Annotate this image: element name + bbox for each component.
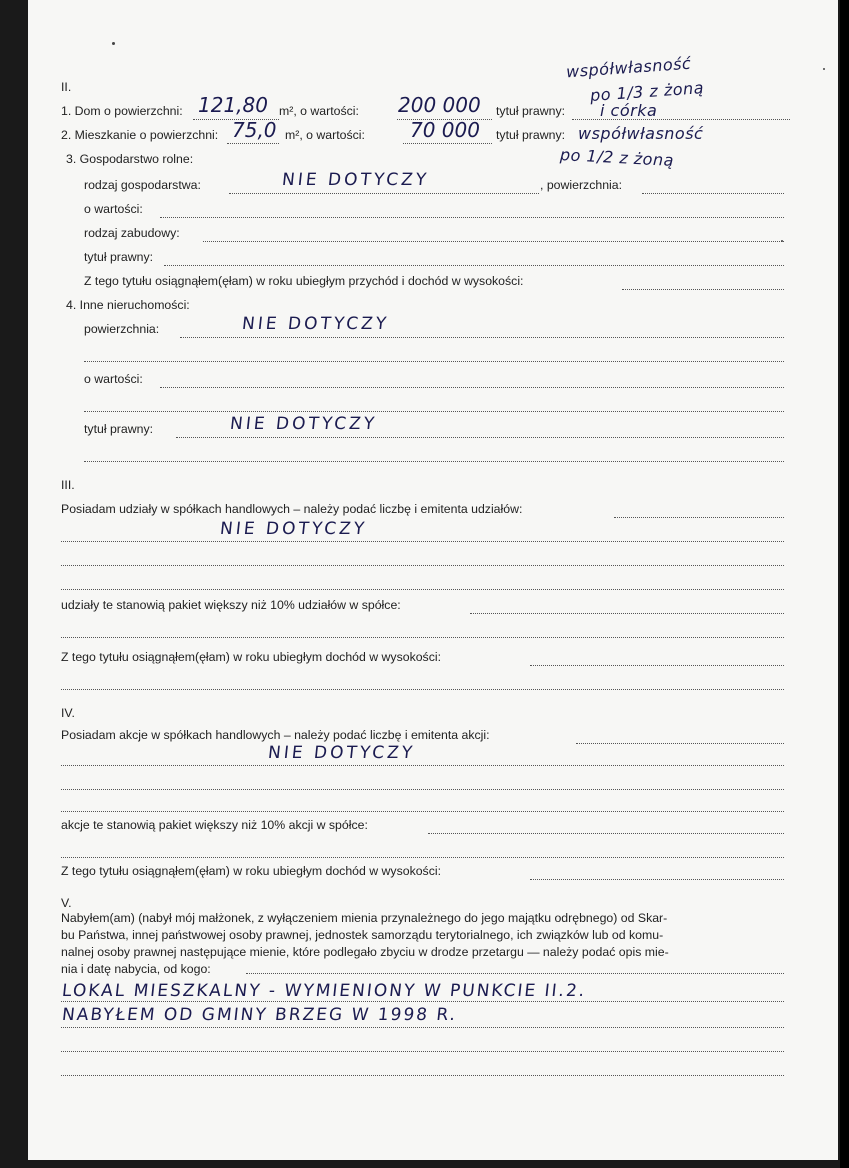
scan-speck [781,240,783,242]
item3-line: 3. Gospodarstwo rolne: [66,152,194,166]
section-ii-heading: II. [61,80,72,94]
sec5-answer-2: NABYŁEM OD GMINY BRZEG W 1998 R. [60,1005,459,1025]
item2-area: 75,0 [232,118,277,142]
sec3-blank-3 [0,574,849,596]
item4-value-line: o wartości: [0,372,849,394]
item3-income-line: Z tego tytułu osiągnąłem(ęłam) w roku ubiegłym przychód i dochód w wysokości: [0,274,849,296]
sec4-line3: Z tego tytułu osiągnąłem(ęłam) w roku ubiegłym dochód w wysokości: [0,864,849,886]
item3-type-value: NIE DOTYCZY [280,170,431,190]
sec5-blank-4 [0,1060,849,1082]
item4-title-line: tytuł prawny: [0,422,849,444]
sec4-line1: Posiadam akcje w spółkach handlowych – należy podać liczbę i emitenta akcji: [0,728,849,750]
scan-speck [112,42,115,45]
section-iv-heading: IV. [61,706,75,720]
sec4-blank-4 [0,842,849,864]
item2-title-note: po 1/2 z żoną [559,145,675,170]
item3-value-line: o wartości: [0,202,849,224]
sec3-line3: Z tego tytułu osiągnąłem(ęłam) w roku ubiegłym dochód w wysokości: [0,650,849,672]
sec4-blank-1 [0,750,849,772]
item4-blank-line-3 [0,446,849,468]
item4-title-value: NIE DOTYCZY [228,414,379,434]
section-iii-heading: III. [61,478,75,492]
scan-speck [823,68,825,70]
item2-title-value: współwłasność [578,124,704,143]
sec3-blank-4 [0,622,849,644]
item3-type-line: rodzaj gospodarstwa: , powierzchnia: [0,178,849,200]
sec3-line2: udziały te stanowią pakiet większy niż 10% udziałów w spółce: [0,598,849,620]
item3-building-line: rodzaj zabudowy: [0,226,849,248]
item4-blank-line [0,346,849,368]
item1-area: 121,80 [198,93,268,117]
sec3-line1: Posiadam udziały w spółkach handlowych – należy podać liczbę i emitenta udziałów: [0,502,849,524]
item1-value: 200 000 [398,93,481,117]
sec3-blank-1 [0,526,849,548]
item3-title-line: tytuł prawny: [0,250,849,272]
sec5-blank-2 [0,1012,849,1034]
item4-line: 4. Inne nieruchomości: [66,298,190,312]
item1-title-value: i córka [600,101,658,120]
sec3-blank-5 [0,674,849,696]
sec5-answer-1: LOKAL MIESZKALNY - WYMIENIONY W PUNKCIE II.2. [60,981,588,1001]
item1-title-note1: współwłasność [565,53,692,82]
item4-area-value: NIE DOTYCZY [240,314,391,334]
item4-area-line: powierzchnia: [0,322,849,344]
item2-line: 2. Mieszkanie o powierzchni: m², o wartości: tytuł prawny: [61,128,566,142]
sec5-blank-3 [0,1036,849,1058]
sec3-answer: NIE DOTYCZY [218,519,369,539]
item2-value: 70 000 [410,118,480,142]
item4-blank-line-2 [0,396,849,418]
sec3-blank-2 [0,550,849,572]
sec5-paragraph: Nabyłem(am) (nabył mój małżonek, z wyłączeniem mienia przynależnego do jego majątku odrębnego) od Skar- bu Państwa, innej państwowej osoby prawnej, jednostek samorządu terytorialnego, ich związków lub od komu- nalnej osoby prawnej następujące mienie, które podlegało zbyciu w drodze przetargu — należy podać opis mie- nia i datę nabycia, od kogo: [61,910,791,978]
sec4-line2: akcje te stanowią pakiet większy niż 10% akcji w spółce: [0,818,849,840]
sec4-answer: NIE DOTYCZY [266,743,417,763]
sec4-blank-3 [0,796,849,818]
section-v-heading: V. [61,896,72,910]
item1-title-note2: po 1/3 z żoną [589,78,705,105]
sec4-blank-2 [0,774,849,796]
item1-line: 1. Dom o powierzchni: m², o wartości: tytuł prawny: [0,104,849,126]
